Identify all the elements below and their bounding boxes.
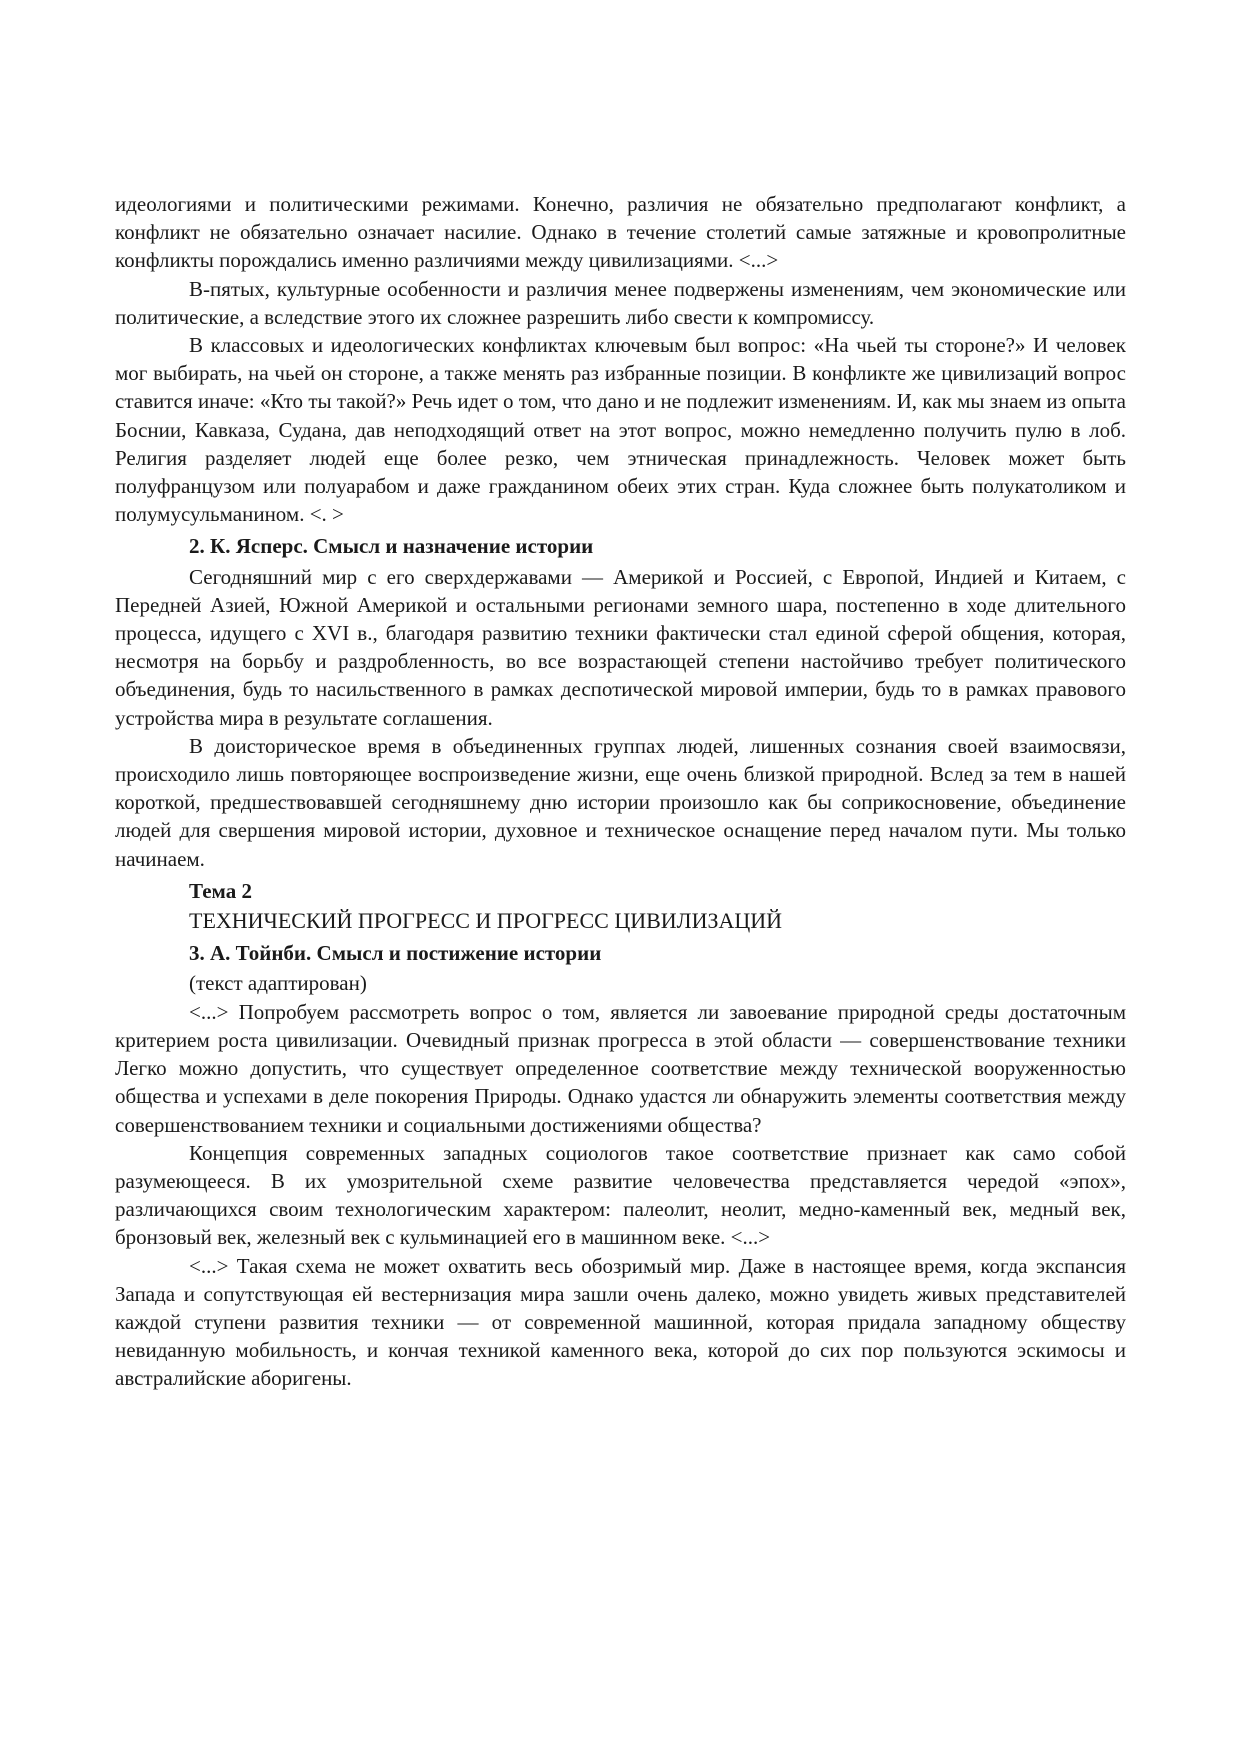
adapted-text-note: (текст адаптирован) [189, 971, 367, 996]
paragraph-fifth-point: В-пятых, культурные особенности и различия менее подвержены изменениям, чем экономические или политические, а вследствие этого их сложнее разрешить либо свести к компромиссу. [115, 276, 1126, 329]
section-heading-jaspers: 2. К. Ясперс. Смысл и назначение истории [189, 534, 594, 559]
theme-label: Тема 2 [189, 878, 252, 903]
paragraph-class-conflicts: В классовых и идеологических конфликтах ключевым был вопрос: «На чьей ты стороне?» И человек мог выбирать, на чьей он стороне, а также менять раз избранные позиции. В конфликте же цивилизаций вопрос ставится иначе: «Кто ты такой?» Речь идет о том, что дано и не подлежит изменениям. И, как мы знаем из опыта Боснии, Кавказа, Судана, дав неподходящий ответ на этот вопрос, можно немедленно получить пулю в лоб. Религия разделяет людей еще более резко, чем этническая принадлежность. Человек может быть полуфранцузом или полуарабом и даже гражданином обеих этих стран. Куда сложнее быть полукатоликом и полумусульманином. <. > [115, 333, 1126, 527]
paragraph-western-sociologists: Концепция современных западных социологов такое соответствие признает как само собой разумеющееся. В их умозрительной схеме развитие человечества представляется чередой «эпох», различающихся своим технологическим характером: палеолит, неолит, медно-каменный век, медный век, бронзовый век, железный век с кульминацией его в машинном веке. <...> [115, 1140, 1126, 1250]
paragraph-civilization-differences: идеологиями и политическими режимами. Конечно, различия не обязательно предполагают конфликт, а конфликт не обязательно означает насилие. Однако в течение столетий самые затяжные и кровопролитные конфликты порождались именно различиями между цивилизациями. <...> [115, 192, 1126, 273]
paragraph-nature-conquest: <...> Попробуем рассмотреть вопрос о том, является ли завоевание природной среды достаточным критерием роста цивилизации. Очевидный признак прогресса в этой области — совершенствование техники Легко можно допустить, что существует определенное соответствие между технической вооруженностью общества и успехами в деле покорения Природы. Однако удастся ли обнаружить элементы соответствия между совершенствованием техники и социальными достижениями общества? [115, 999, 1126, 1137]
section-heading-toynbee: 3. А. Тойнби. Смысл и постижение истории [189, 941, 602, 966]
document-page [115, 190, 1126, 1393]
theme-title: ТЕХНИЧЕСКИЙ ПРОГРЕСС И ПРОГРЕСС ЦИВИЛИЗАЦИЙ [189, 908, 783, 934]
paragraph-prehistoric-time: В доисторическое время в объединенных группах людей, лишенных сознания своей взаимосвязи, происходило лишь повторяющее воспроизведение жизни, еще очень близкой природной. Вслед за тем в нашей короткой, предшествовавшей сегодняшнему дню истории произошло как бы соприкосновение, объединение людей для свершения мировой истории, духовное и техническое оснащение перед началом пути. Мы только начинаем. [115, 733, 1126, 871]
paragraph-scheme-limits: <...> Такая схема не может охватить весь обозримый мир. Даже в настоящее время, когда экспансия Запада и сопутствующая ей вестернизация мира зашли очень далеко, можно увидеть живых представителей каждой ступени развития техники — от современной машинной, которая придала западному обществу невиданную мобильность, и кончая техникой каменного века, которой до сих пор пользуются эскимосы и австралийские аборигены. [115, 1253, 1126, 1391]
paragraph-modern-world: Сегодняшний мир с его сверхдержавами — Америкой и Россией, с Европой, Индией и Китаем, с Передней Азией, Южной Америкой и остальными регионами земного шара, постепенно в ходе длительного процесса, идущего с XVI в., благодаря развитию техники фактически стал единой сферой общения, которая, несмотря на борьбу и раздробленность, во все возрастающей степени настойчиво требует политического объединения, будь то насильственного в рамках деспотической мировой империи, будь то в рамках правового устройства мира в результате соглашения. [115, 564, 1126, 730]
